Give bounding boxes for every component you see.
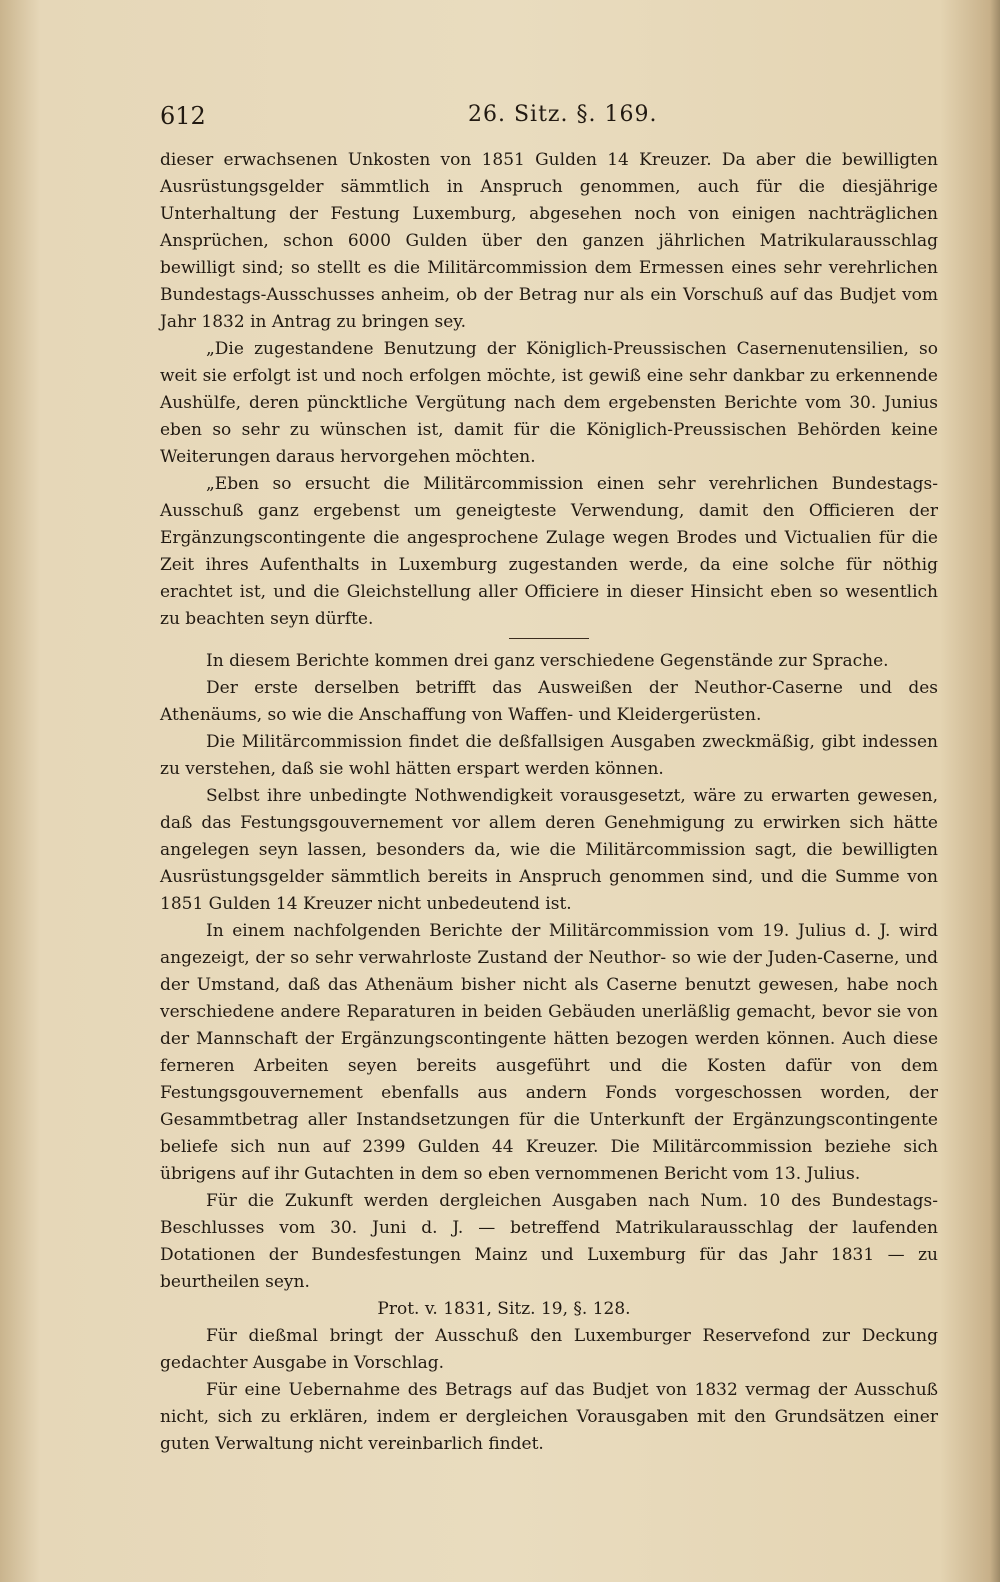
quoted-paragraph: „Eben so ersucht die Militärcommission einen sehr verehrlichen Bundestags-Ausschuß ganz ergebenst um geneigteste Verwendung, damit den Officieren der Ergänzungscontingente die angesprochene Zulage wegen Brodes und Victualien für die Zeit ihres Aufenthalts in Luxemburg zugestanden werde, da eine solche für nöthig erachtet ist, und die Gleichstellung aller Officiere in dieser Hinsicht eben so wesentlich zu beachten seyn dürfte. [160,474,938,629]
paragraph: In einem nachfolgenden Berichte der Militärcommission vom 19. Julius d. J. wird angezeigt, der so sehr verwahrloste Zustand der Neuthor- so wie der Juden-Caserne, und der Umstand, daß das Athenäum bisher nicht als Caserne benutzt gewesen, habe noch verschiedene andere Reparaturen in beiden Gebäuden unerläßlig gemacht, bevor sie von der Mannschaft der Ergänzungscontingente hätten bezogen werden können. Auch diese ferneren Arbeiten seyen bereits ausgeführt und die Kosten dafür von dem Festungsgouvernement ebenfalls aus andern Fonds vorgeschossen worden, der Gesammtbetrag aller Instandsetzungen für die Unterkunft der Ergänzungscontingente beliefe sich nun auf 2399 Gulden 44 Kreuzer. Die Militärcommission beziehe sich übrigens auf ihr Gutachten in dem so eben vernommenen Bericht vom 13. Julius. [160,921,938,1184]
paragraph: Die Militärcommission findet die deßfallsigen Ausgaben zweckmäßig, gibt indessen zu verstehen, daß sie wohl hätten erspart werden können. [160,732,938,779]
paragraph: Für eine Uebernahme des Betrags auf das Budjet von 1832 vermag der Ausschuß nicht, sich zu erklären, indem er dergleichen Vorausgaben mit den Grundsätzen einer guten Verwaltung nicht vereinbarlich findet. [160,1380,938,1454]
page-number: 612 [160,102,206,130]
running-head: 26. Sitz. §. 169. [468,102,658,127]
quoted-paragraph: „Die zugestandene Benutzung der Königlich-Preussischen Casernenutensilien, so weit sie erfolgt ist und noch erfolgen möchte, ist gewiß eine sehr dankbar zu erkennende Aushülfe, deren püncktliche Vergütung nach dem ergebensten Berichte vom 30. Junius eben so sehr zu wünschen ist, damit für die Königlich-Preussischen Behörden keine Weiterungen daraus hervorgehen möchten. [160,339,938,467]
paragraph: Selbst ihre unbedingte Nothwendigkeit vorausgesetzt, wäre zu erwarten gewesen, daß das Festungsgouvernement vor allem deren Genehmigung zu erwirken sich hätte angelegen seyn lassen, besonders da, wie die Militärcommission sagt, die bewilligten Ausrüstungsgelder sämmtlich bereits in Anspruch genommen sind, und die Summe von 1851 Gulden 14 Kreuzer nicht unbedeutend ist. [160,786,938,914]
protocol-reference: Prot. v. 1831, Sitz. 19, §. 128. [377,1299,631,1319]
paragraph: Der erste derselben betrifft das Ausweißen der Neuthor-Caserne und des Athenäums, so wie die Anschaffung von Waffen- und Kleidergerüsten. [160,678,938,725]
page-body [160,147,938,1458]
page-header [160,96,940,136]
section-divider [509,638,589,639]
paragraph: Für die Zukunft werden dergleichen Ausgaben nach Num. 10 des Bundestags-Beschlusses vom 30. Juni d. J. — betreffend Matrikularausschlag der laufenden Dotationen der Bundesfestungen Mainz und Luxemburg für das Jahr 1831 — zu beurtheilen seyn. [160,1191,938,1292]
paragraph: Für dießmal bringt der Ausschuß den Luxemburger Reservefond zur Deckung gedachter Ausgabe in Vorschlag. [160,1326,938,1373]
paragraph: In diesem Berichte kommen drei ganz verschiedene Gegenstände zur Sprache. [206,651,889,671]
paragraph: dieser erwachsenen Unkosten von 1851 Gulden 14 Kreuzer. Da aber die bewilligten Ausrüstungsgelder sämmtlich in Anspruch genommen, auch für die diesjährige Unterhaltung der Festung Luxemburg, abgesehen noch von einigen nachträglichen Ansprüchen, schon 6000 Gulden über den ganzen jährlichen Matrikularausschlag bewilligt sind; so stellt es die Militärcommission dem Ermessen eines sehr verehrlichen Bundestags-Ausschusses anheim, ob der Betrag nur als ein Vorschuß auf das Budjet vom Jahr 1832 in Antrag zu bringen sey. [160,150,938,332]
